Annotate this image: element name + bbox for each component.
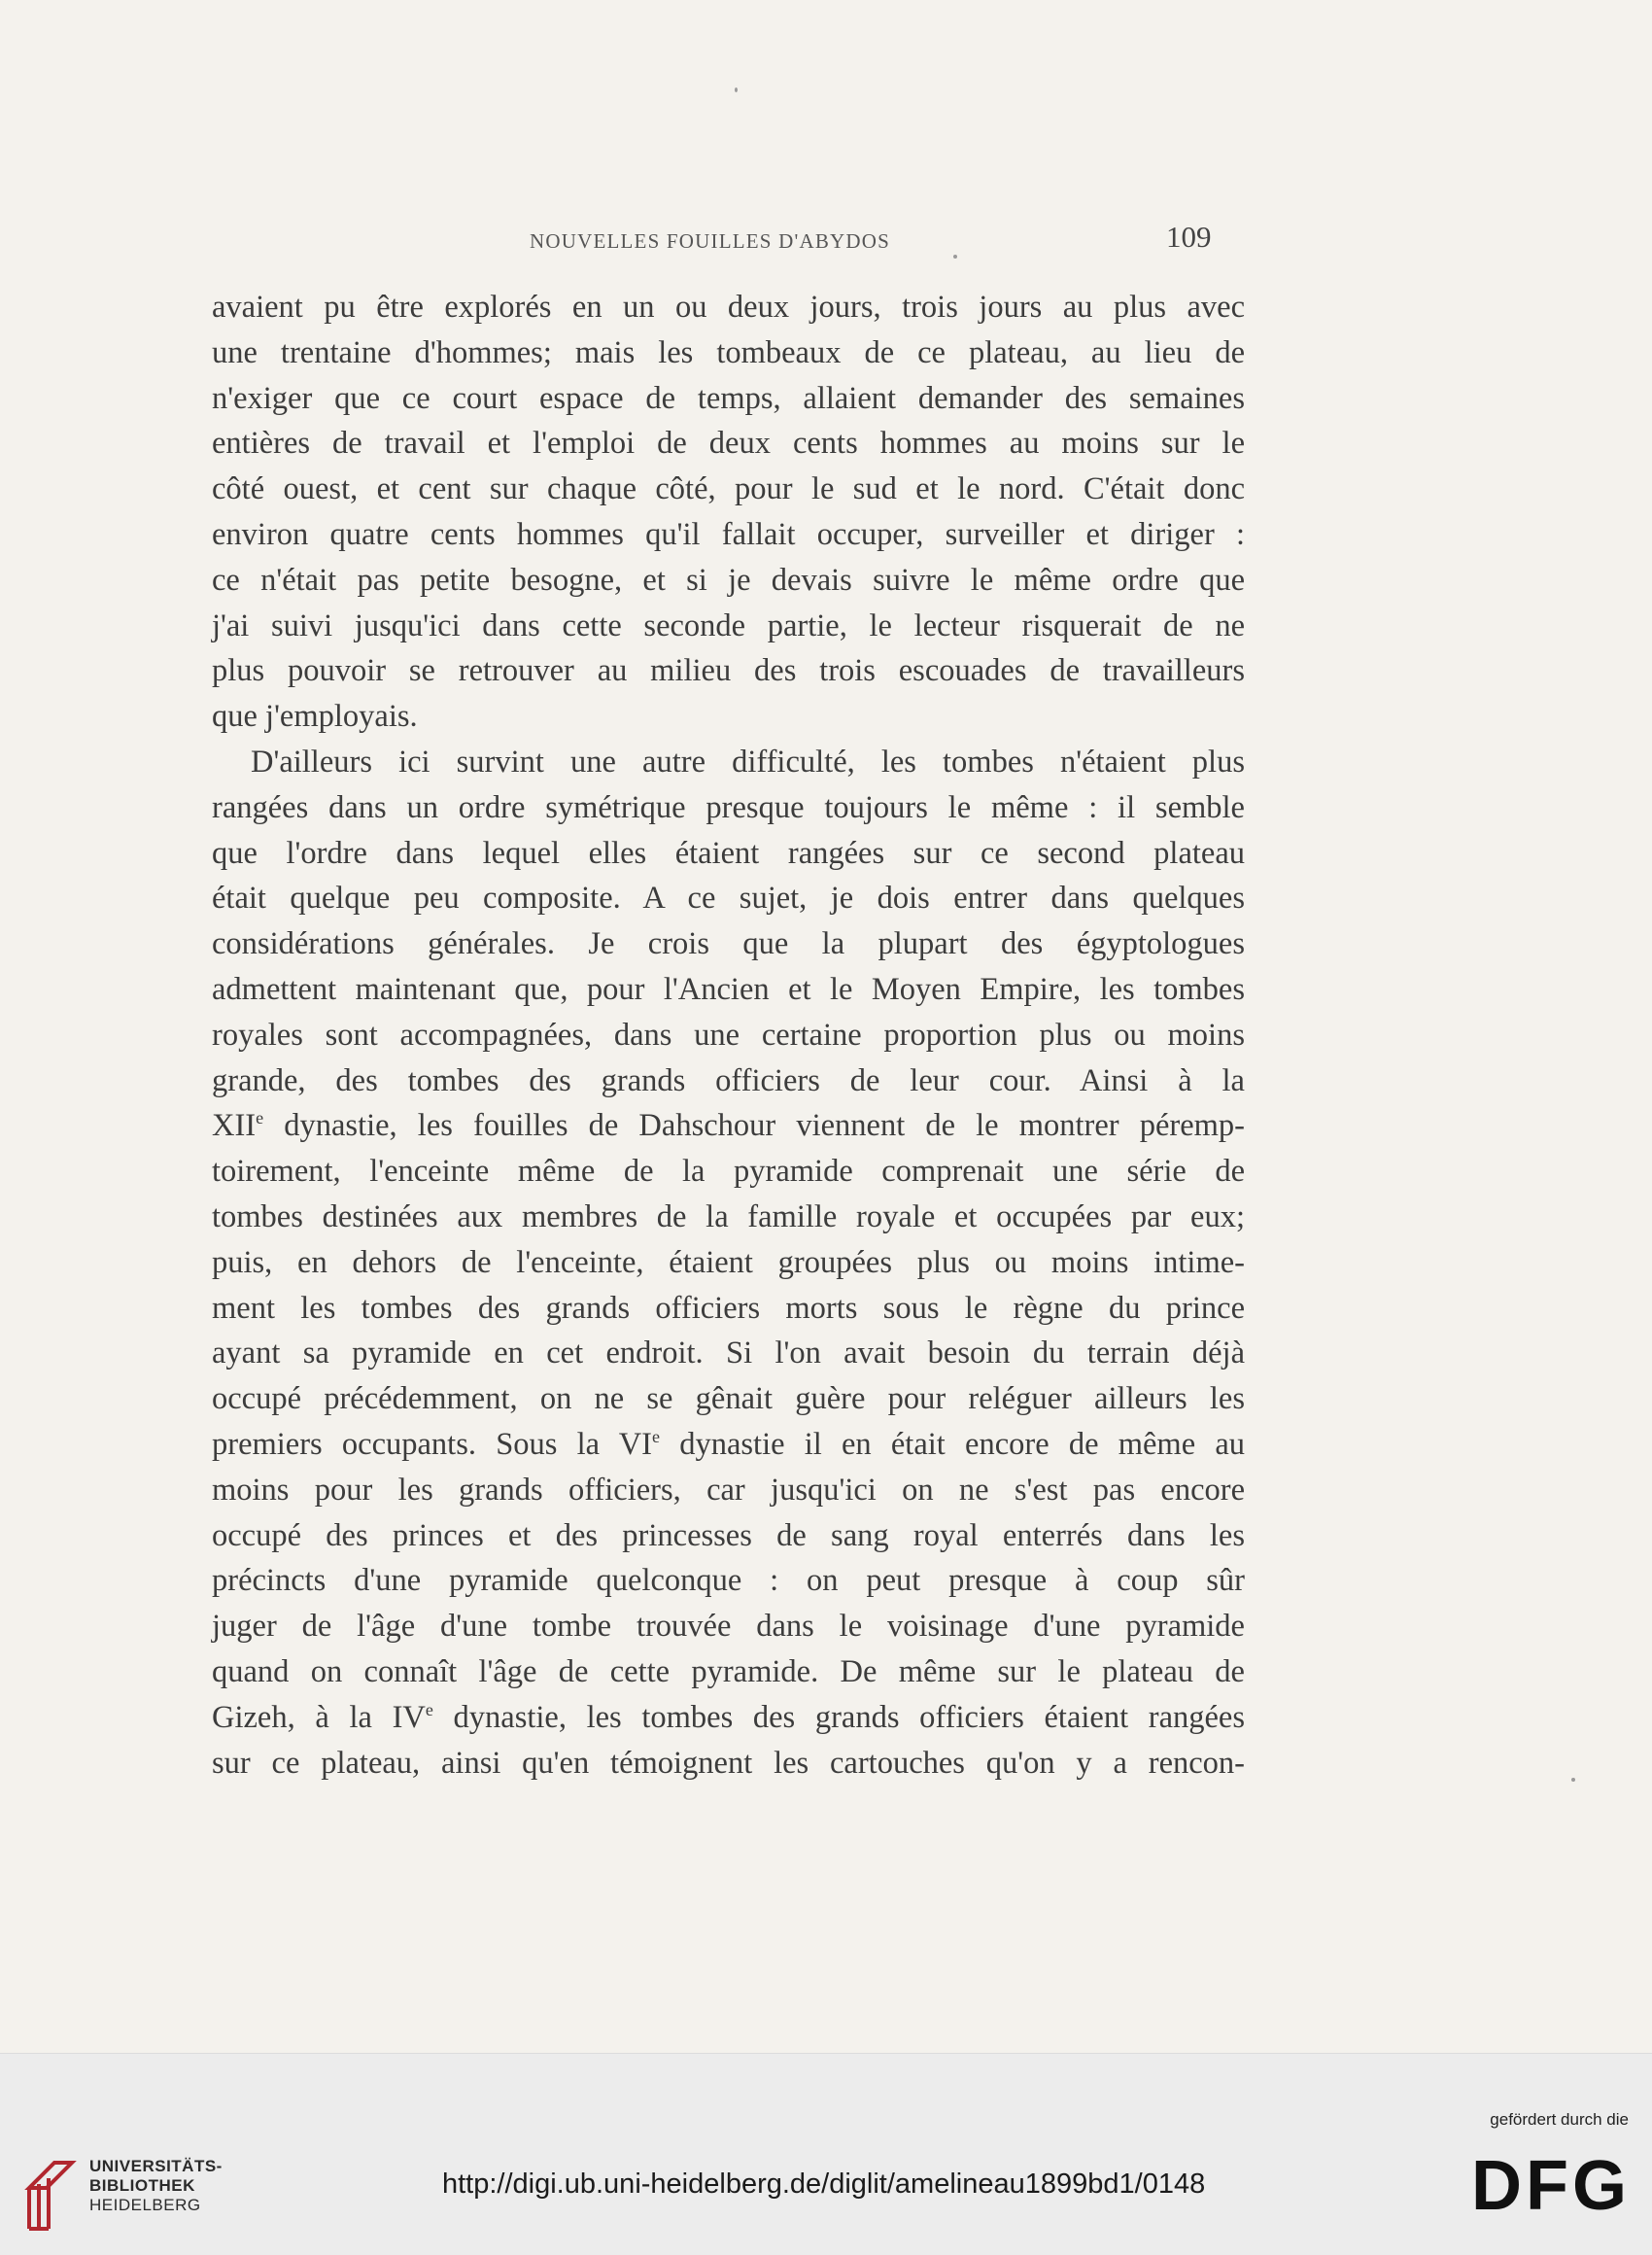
scan-speck — [1571, 1778, 1575, 1782]
text-line: puis, en dehors de l'enceinte, étaient groupées plus ou moins intime- — [212, 1244, 1245, 1280]
library-line: BIBLIOTHEK — [89, 2176, 195, 2195]
text-line: précincts d'une pyramide quelconque : on peut presque à coup sûr — [212, 1563, 1245, 1599]
text-line: quand on connaît l'âge de cette pyramide. De même sur le plateau de — [212, 1653, 1245, 1689]
text-line: juger de l'âge d'une tombe trouvée dans le voisinage d'une pyramide — [212, 1609, 1245, 1645]
library-logo-icon — [23, 2149, 78, 2233]
line-start: Gizeh, à la — [212, 1699, 372, 1735]
text-line: grande, des tombes des grands officiers de leur cour. Ainsi à la — [212, 1062, 1245, 1098]
text-line: occupé précédemment, on ne se gênait guère pour reléguer ailleurs les — [212, 1381, 1245, 1417]
library-line: HEIDELBERG — [89, 2196, 201, 2214]
text-line: ayant sa pyramide en cet endroit. Si l'on avait besoin du terrain déjà — [212, 1336, 1245, 1371]
scan-speck — [953, 255, 957, 259]
funding-label: gefördert durch die — [1490, 2110, 1629, 2129]
text-line: admettent maintenant que, pour l'Ancien et le Moyen Empire, les tombes — [212, 971, 1245, 1007]
text-line: D'ailleurs ici survint une autre difficulté, les tombes n'étaient plus — [251, 744, 1245, 780]
text-line: que j'employais. — [212, 699, 418, 735]
text-line: considérations générales. Je crois que la plupart des égyptologues — [212, 926, 1245, 962]
text-line — [212, 1695, 1245, 1741]
superscript: e — [652, 1426, 660, 1446]
line-rest: dynastie, les fouilles de Dahschour viennent de le montrer péremp- — [284, 1108, 1245, 1144]
dynasty-numeral: VI — [618, 1426, 652, 1462]
text-line — [212, 1422, 1245, 1468]
text-line: ment les tombes des grands officiers morts sous le règne du prince — [212, 1290, 1245, 1326]
text-line: sur ce plateau, ainsi qu'en témoignent les cartouches qu'on y a rencon- — [212, 1745, 1245, 1781]
library-line: UNIVERSITÄTS- — [89, 2157, 223, 2175]
text-line: plus pouvoir se retrouver au milieu des trois escouades de travailleurs — [212, 653, 1245, 689]
line-start: premiers occupants. Sous la — [212, 1426, 601, 1462]
text-line: avaient pu être explorés en un ou deux jours, trois jours au plus avec — [212, 290, 1245, 325]
dfg-logo: DFG — [1471, 2147, 1631, 2225]
line-rest: dynastie, les tombes des grands officiers étaient rangées — [453, 1699, 1246, 1735]
superscript: e — [256, 1108, 264, 1128]
text-line: tombes destinées aux membres de la famille royale et occupées par eux; — [212, 1198, 1245, 1234]
text-line: occupé des princes et des princesses de sang royal enterrés dans les — [212, 1517, 1245, 1553]
library-name — [89, 2157, 223, 2215]
text-line: que l'ordre dans lequel elles étaient rangées sur ce second plateau — [212, 835, 1245, 871]
superscript: e — [425, 1699, 433, 1719]
text-line: moins pour les grands officiers, car jusqu'ici on ne s'est pas encore — [212, 1472, 1245, 1508]
page-number: 109 — [1166, 220, 1212, 254]
dynasty-numeral: IV — [392, 1699, 426, 1735]
running-head: NOUVELLES FOUILLES D'ABYDOS — [530, 229, 891, 253]
text-line: rangées dans un ordre symétrique presque toujours le même : il semble — [212, 789, 1245, 825]
text-line: ce n'était pas petite besogne, et si je devais suivre le même ordre que — [212, 562, 1245, 598]
text-line: était quelque peu composite. A ce sujet, je dois entrer dans quelques — [212, 881, 1245, 917]
dynasty-numeral: XII — [212, 1108, 257, 1144]
body-text — [212, 285, 1245, 1786]
text-line: royales sont accompagnées, dans une certaine proportion plus ou moins — [212, 1017, 1245, 1053]
scan-speck — [735, 87, 738, 92]
text-line: côté ouest, et cent sur chaque côté, pour le sud et le nord. C'était donc — [212, 471, 1245, 507]
text-line: environ quatre cents hommes qu'il fallait occuper, surveiller et diriger : — [212, 516, 1245, 552]
digitization-footer — [0, 2053, 1652, 2255]
text-line: une trentaine d'hommes; mais les tombeaux de ce plateau, au lieu de — [212, 334, 1245, 370]
line-rest: dynastie il en était encore de même au — [679, 1426, 1245, 1462]
text-line: j'ai suivi jusqu'ici dans cette seconde partie, le lecteur risquerait de ne — [212, 607, 1245, 643]
text-line: n'exiger que ce court espace de temps, allaient demander des semaines — [212, 380, 1245, 416]
text-line — [212, 1103, 1245, 1149]
permalink-url[interactable]: http://digi.ub.uni-heidelberg.de/diglit/amelineau1899bd1/0148 — [442, 2168, 1206, 2200]
text-line: entières de travail et l'emploi de deux cents hommes au moins sur le — [212, 426, 1245, 462]
text-line: toirement, l'enceinte même de la pyramide comprenait une série de — [212, 1154, 1245, 1190]
